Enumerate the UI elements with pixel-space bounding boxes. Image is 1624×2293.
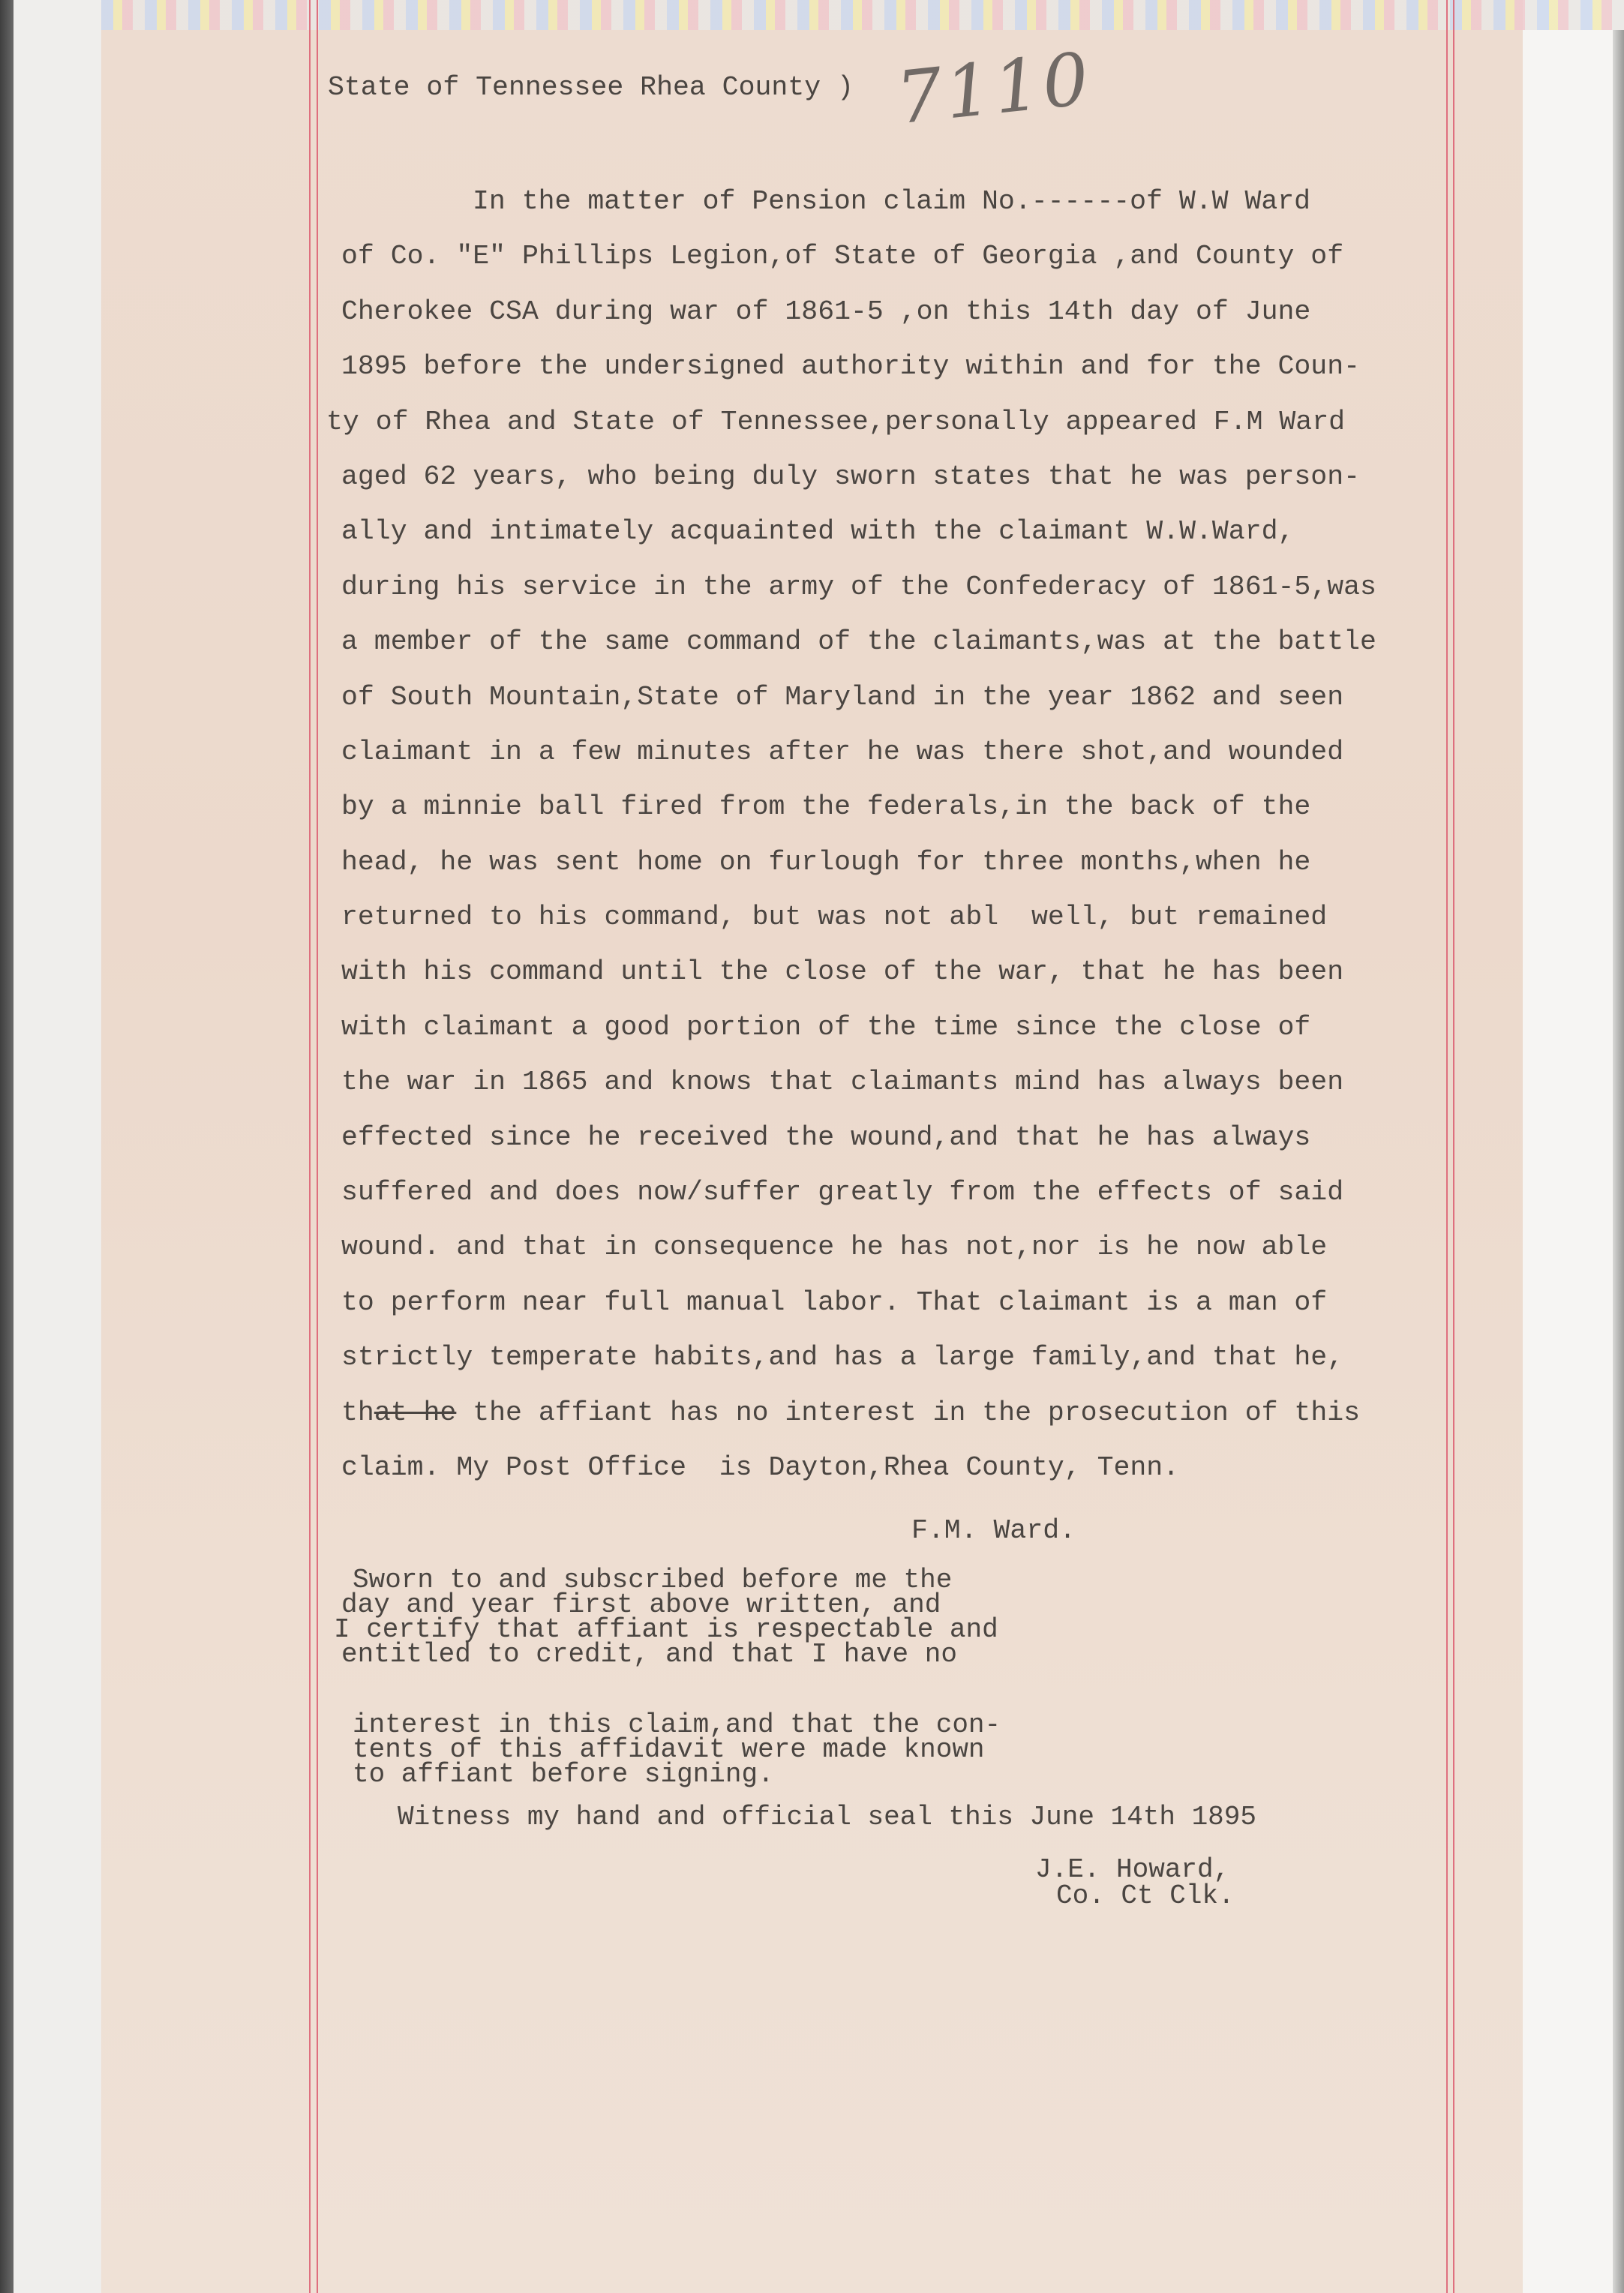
jurat-line: Sworn to and subscribed before me the: [353, 1565, 953, 1595]
jurat-line: entitled to credit, and that I have no: [341, 1639, 957, 1670]
scan-left-margin: [14, 0, 101, 2293]
body-line: suffered and does now/suffer greatly from the effects of said: [341, 1177, 1344, 1208]
left-margin-line-outer: [309, 0, 311, 2293]
right-margin-line-inner: [1446, 0, 1448, 2293]
body-line: with his command until the close of the war, that he has been: [341, 956, 1344, 988]
body-line: aged 62 years, who being duly sworn states that he was person-: [341, 461, 1361, 492]
jurat-line: day and year first above written, and: [341, 1589, 941, 1620]
body-line: of South Mountain,State of Maryland in the year 1862 and seen: [341, 681, 1344, 713]
body-line: claim. My Post Office is Dayton,Rhea County, Tenn.: [341, 1451, 1180, 1483]
body-line: Cherokee CSA during war of 1861-5 ,on this 14th day of June: [341, 296, 1311, 327]
body-line: a member of the same command of the claimants,was at the battle: [341, 626, 1376, 658]
body-line: during his service in the army of the Confederacy of 1861-5,was: [341, 571, 1376, 602]
jurat-line: to affiant before signing.: [353, 1759, 774, 1790]
jurat-line: tents of this affidavit were made known: [353, 1734, 985, 1765]
body-line-with-strikethrough: [341, 1385, 1376, 1440]
body-line: wound. and that in consequence he has not,nor is he now able: [341, 1232, 1328, 1263]
jurat-block-continued: [353, 1709, 1001, 1790]
body-line: the war in 1865 and knows that claimants mind has always been: [341, 1067, 1344, 1098]
handwritten-file-number: 7110: [892, 36, 1096, 141]
body-line: effected since he received the wound,and that he has always: [341, 1121, 1311, 1153]
body-line: by a minnie ball fired from the federals,in the back of the: [341, 791, 1311, 823]
body-line: with claimant a good portion of the time since the close of: [341, 1011, 1311, 1043]
jurat-line: I certify that affiant is respectable and: [334, 1614, 998, 1645]
right-margin-line-outer: [1453, 0, 1454, 2293]
left-margin-line-inner: [317, 0, 318, 2293]
body-line: 1895 before the undersigned authority within and for the Coun-: [341, 351, 1361, 383]
clerk-title: Co. Ct Clk.: [1056, 1880, 1235, 1911]
body-line: In the matter of Pension claim No.------of W.W Ward: [473, 186, 1311, 217]
affidavit-body: [326, 174, 1376, 1495]
body-line: ty of Rhea and State of Tennessee,personally appeared F.M Ward: [326, 406, 1346, 437]
scan-right-margin: [1523, 0, 1624, 2293]
jurat-block: [334, 1565, 998, 1670]
body-line: returned to his command, but was not abl well, but remained: [341, 902, 1328, 933]
body-line: to perform near full manual labor. That claimant is a man of: [341, 1286, 1328, 1318]
clerk-name: J.E. Howard,: [1035, 1854, 1230, 1885]
body-line-rest: the affiant has no interest in the prosecution of this: [456, 1397, 1361, 1428]
body-line: ally and intimately acquainted with the claimant W.W.Ward,: [341, 516, 1295, 548]
body-line-prefix: th: [341, 1397, 374, 1428]
affiant-signature: F.M. Ward.: [911, 1515, 1076, 1546]
body-line: strictly temperate habits,and has a large family,and that he,: [341, 1342, 1344, 1373]
body-line: claimant in a few minutes after he was there shot,and wounded: [341, 736, 1344, 767]
struck-text: at he: [374, 1397, 457, 1428]
venue-heading: State of Tennessee Rhea County ): [328, 72, 854, 103]
body-line: of Co. "E" Phillips Legion,of State of Georgia ,and County of: [341, 241, 1344, 272]
scan-right-edge: [1613, 30, 1624, 2293]
scan-left-edge: [0, 0, 14, 2293]
scan-top-stripe: [101, 0, 1624, 30]
body-line: head, he was sent home on furlough for three months,when he: [341, 846, 1311, 878]
jurat-line: interest in this claim,and that the con-: [353, 1709, 1001, 1740]
witness-statement: Witness my hand and official seal this June 14th 1895: [398, 1802, 1256, 1832]
